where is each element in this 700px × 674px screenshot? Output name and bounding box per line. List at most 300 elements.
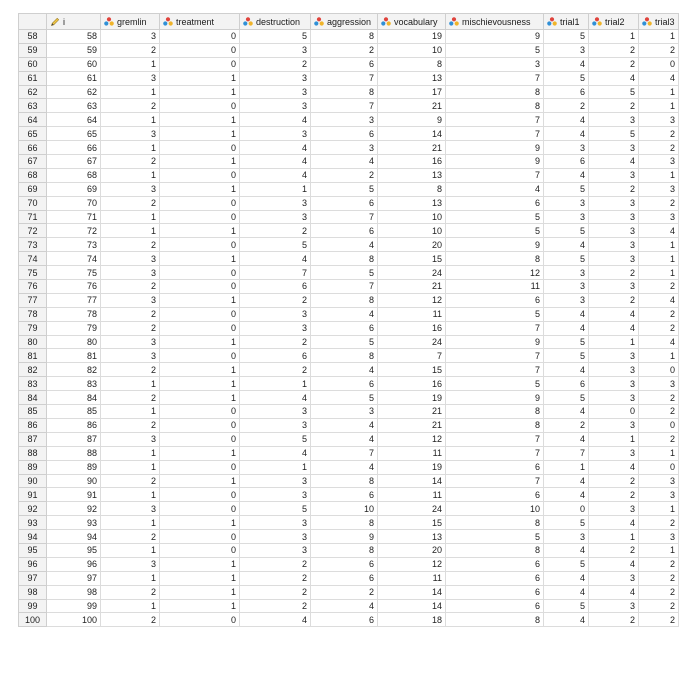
data-cell[interactable]: 1: [160, 71, 240, 85]
row-number[interactable]: 76: [19, 280, 47, 294]
data-cell[interactable]: 4: [544, 613, 589, 627]
data-cell[interactable]: 11: [378, 307, 446, 321]
data-cell[interactable]: 100: [47, 613, 101, 627]
data-cell[interactable]: 5: [544, 516, 589, 530]
data-cell[interactable]: 10: [378, 210, 446, 224]
row-number[interactable]: 94: [19, 530, 47, 544]
data-cell[interactable]: 3: [446, 57, 544, 71]
data-cell[interactable]: 3: [589, 363, 639, 377]
data-cell[interactable]: 3: [240, 43, 311, 57]
row-number[interactable]: 84: [19, 391, 47, 405]
data-cell[interactable]: 0: [160, 488, 240, 502]
data-cell[interactable]: 6: [446, 585, 544, 599]
data-cell[interactable]: 6: [311, 196, 378, 210]
row-number[interactable]: 64: [19, 113, 47, 127]
data-cell[interactable]: 59: [47, 43, 101, 57]
column-header-trial2[interactable]: [589, 14, 639, 30]
data-cell[interactable]: 2: [240, 335, 311, 349]
data-cell[interactable]: 4: [311, 155, 378, 169]
data-cell[interactable]: 6: [311, 57, 378, 71]
data-cell[interactable]: 0: [160, 141, 240, 155]
data-cell[interactable]: 0: [160, 30, 240, 44]
data-cell[interactable]: 8: [446, 418, 544, 432]
data-cell[interactable]: 16: [378, 377, 446, 391]
row-number[interactable]: 90: [19, 474, 47, 488]
data-cell[interactable]: 62: [47, 85, 101, 99]
data-cell[interactable]: 4: [446, 182, 544, 196]
data-cell[interactable]: 3: [544, 210, 589, 224]
data-cell[interactable]: 6: [446, 196, 544, 210]
data-cell[interactable]: 5: [544, 557, 589, 571]
data-cell[interactable]: 1: [639, 85, 679, 99]
data-cell[interactable]: 2: [240, 363, 311, 377]
data-cell[interactable]: 3: [240, 516, 311, 530]
data-cell[interactable]: 2: [544, 418, 589, 432]
data-cell[interactable]: 3: [311, 405, 378, 419]
data-cell[interactable]: 4: [544, 321, 589, 335]
data-cell[interactable]: 24: [378, 335, 446, 349]
data-cell[interactable]: 5: [240, 502, 311, 516]
data-cell[interactable]: 95: [47, 543, 101, 557]
data-cell[interactable]: 1: [639, 543, 679, 557]
data-cell[interactable]: 4: [589, 460, 639, 474]
column-header-aggression[interactable]: [311, 14, 378, 30]
data-cell[interactable]: 16: [378, 321, 446, 335]
data-cell[interactable]: 1: [160, 224, 240, 238]
data-cell[interactable]: 4: [589, 557, 639, 571]
corner-cell[interactable]: [19, 14, 47, 30]
data-cell[interactable]: 75: [47, 266, 101, 280]
row-number[interactable]: 61: [19, 71, 47, 85]
data-cell[interactable]: 7: [240, 266, 311, 280]
data-cell[interactable]: 1: [160, 599, 240, 613]
data-cell[interactable]: 4: [544, 488, 589, 502]
data-cell[interactable]: 17: [378, 85, 446, 99]
data-cell[interactable]: 1: [639, 502, 679, 516]
data-cell[interactable]: 1: [160, 85, 240, 99]
row-number[interactable]: 85: [19, 405, 47, 419]
data-cell[interactable]: 12: [378, 557, 446, 571]
data-cell[interactable]: 9: [446, 141, 544, 155]
data-cell[interactable]: 4: [544, 585, 589, 599]
data-cell[interactable]: 0: [544, 502, 589, 516]
row-number[interactable]: 60: [19, 57, 47, 71]
data-cell[interactable]: 2: [101, 391, 160, 405]
data-cell[interactable]: 2: [311, 43, 378, 57]
data-cell[interactable]: 0: [639, 460, 679, 474]
data-cell[interactable]: 73: [47, 238, 101, 252]
data-cell[interactable]: 98: [47, 585, 101, 599]
data-cell[interactable]: 5: [446, 224, 544, 238]
data-cell[interactable]: 7: [446, 71, 544, 85]
row-number[interactable]: 78: [19, 307, 47, 321]
column-header-gremlin[interactable]: [101, 14, 160, 30]
data-cell[interactable]: 3: [589, 502, 639, 516]
data-cell[interactable]: 4: [589, 155, 639, 169]
data-cell[interactable]: 2: [639, 391, 679, 405]
data-cell[interactable]: 4: [589, 71, 639, 85]
data-cell[interactable]: 1: [160, 155, 240, 169]
data-cell[interactable]: 5: [311, 266, 378, 280]
row-number[interactable]: 63: [19, 99, 47, 113]
data-cell[interactable]: 1: [160, 377, 240, 391]
data-cell[interactable]: 2: [311, 168, 378, 182]
data-cell[interactable]: 2: [639, 307, 679, 321]
row-number[interactable]: 93: [19, 516, 47, 530]
data-cell[interactable]: 0: [639, 418, 679, 432]
data-cell[interactable]: 12: [446, 266, 544, 280]
data-cell[interactable]: 7: [446, 363, 544, 377]
row-number[interactable]: 96: [19, 557, 47, 571]
data-cell[interactable]: 14: [378, 585, 446, 599]
data-cell[interactable]: 21: [378, 280, 446, 294]
data-cell[interactable]: 60: [47, 57, 101, 71]
data-cell[interactable]: 4: [639, 293, 679, 307]
data-cell[interactable]: 0: [639, 57, 679, 71]
data-cell[interactable]: 2: [101, 474, 160, 488]
row-number[interactable]: 92: [19, 502, 47, 516]
data-cell[interactable]: 66: [47, 141, 101, 155]
data-cell[interactable]: 4: [240, 613, 311, 627]
data-cell[interactable]: 2: [639, 432, 679, 446]
data-cell[interactable]: 2: [639, 141, 679, 155]
data-cell[interactable]: 8: [446, 85, 544, 99]
data-cell[interactable]: 2: [101, 530, 160, 544]
data-cell[interactable]: 5: [311, 182, 378, 196]
data-cell[interactable]: 8: [446, 613, 544, 627]
data-cell[interactable]: 2: [639, 599, 679, 613]
data-cell[interactable]: 3: [544, 141, 589, 155]
data-cell[interactable]: 20: [378, 543, 446, 557]
data-cell[interactable]: 0: [160, 168, 240, 182]
data-cell[interactable]: 1: [160, 391, 240, 405]
data-cell[interactable]: 6: [311, 321, 378, 335]
data-cell[interactable]: 78: [47, 307, 101, 321]
data-cell[interactable]: 0: [160, 210, 240, 224]
data-cell[interactable]: 0: [160, 530, 240, 544]
data-cell[interactable]: 13: [378, 168, 446, 182]
data-cell[interactable]: 5: [446, 43, 544, 57]
data-cell[interactable]: 21: [378, 99, 446, 113]
row-number[interactable]: 74: [19, 252, 47, 266]
data-cell[interactable]: 4: [544, 307, 589, 321]
data-cell[interactable]: 1: [589, 530, 639, 544]
data-cell[interactable]: 11: [378, 571, 446, 585]
data-cell[interactable]: 7: [311, 71, 378, 85]
data-cell[interactable]: 2: [101, 238, 160, 252]
data-cell[interactable]: 2: [240, 599, 311, 613]
data-cell[interactable]: 3: [589, 377, 639, 391]
row-number[interactable]: 70: [19, 196, 47, 210]
data-cell[interactable]: 16: [378, 155, 446, 169]
data-cell[interactable]: 84: [47, 391, 101, 405]
data-cell[interactable]: 4: [311, 460, 378, 474]
data-cell[interactable]: 5: [544, 335, 589, 349]
data-cell[interactable]: 7: [311, 446, 378, 460]
data-cell[interactable]: 4: [544, 363, 589, 377]
row-number[interactable]: 80: [19, 335, 47, 349]
data-cell[interactable]: 3: [589, 391, 639, 405]
data-cell[interactable]: 14: [378, 599, 446, 613]
data-cell[interactable]: 1: [101, 141, 160, 155]
data-cell[interactable]: 3: [589, 210, 639, 224]
row-number[interactable]: 65: [19, 127, 47, 141]
data-cell[interactable]: 69: [47, 182, 101, 196]
data-cell[interactable]: 8: [446, 252, 544, 266]
data-cell[interactable]: 3: [589, 224, 639, 238]
data-cell[interactable]: 3: [589, 196, 639, 210]
data-cell[interactable]: 2: [639, 613, 679, 627]
data-cell[interactable]: 8: [311, 85, 378, 99]
data-cell[interactable]: 2: [639, 571, 679, 585]
data-cell[interactable]: 3: [639, 474, 679, 488]
data-cell[interactable]: 2: [240, 557, 311, 571]
data-cell[interactable]: 24: [378, 502, 446, 516]
data-cell[interactable]: 2: [240, 585, 311, 599]
data-cell[interactable]: 0: [160, 280, 240, 294]
data-cell[interactable]: 8: [446, 543, 544, 557]
data-cell[interactable]: 5: [589, 85, 639, 99]
data-cell[interactable]: 1: [101, 113, 160, 127]
data-cell[interactable]: 2: [101, 196, 160, 210]
data-cell[interactable]: 2: [639, 516, 679, 530]
data-cell[interactable]: 0: [160, 99, 240, 113]
data-cell[interactable]: 2: [101, 43, 160, 57]
data-cell[interactable]: 7: [446, 168, 544, 182]
data-cell[interactable]: 8: [446, 405, 544, 419]
data-cell[interactable]: 1: [639, 349, 679, 363]
data-cell[interactable]: 6: [446, 599, 544, 613]
data-cell[interactable]: 4: [544, 571, 589, 585]
column-header-i[interactable]: [47, 14, 101, 30]
data-cell[interactable]: 3: [639, 155, 679, 169]
data-cell[interactable]: 1: [160, 113, 240, 127]
data-cell[interactable]: 2: [589, 613, 639, 627]
data-cell[interactable]: 3: [544, 266, 589, 280]
data-cell[interactable]: 6: [544, 377, 589, 391]
data-cell[interactable]: 3: [240, 307, 311, 321]
data-cell[interactable]: 8: [311, 30, 378, 44]
data-cell[interactable]: 6: [446, 460, 544, 474]
data-cell[interactable]: 5: [544, 182, 589, 196]
data-cell[interactable]: 8: [311, 516, 378, 530]
data-cell[interactable]: 5: [240, 432, 311, 446]
data-cell[interactable]: 6: [544, 155, 589, 169]
data-cell[interactable]: 3: [240, 85, 311, 99]
data-cell[interactable]: 9: [378, 113, 446, 127]
data-cell[interactable]: 3: [311, 113, 378, 127]
data-cell[interactable]: 13: [378, 71, 446, 85]
data-cell[interactable]: 4: [240, 446, 311, 460]
data-cell[interactable]: 9: [446, 391, 544, 405]
data-cell[interactable]: 7: [446, 321, 544, 335]
data-cell[interactable]: 6: [311, 571, 378, 585]
data-cell[interactable]: 82: [47, 363, 101, 377]
data-cell[interactable]: 7: [446, 127, 544, 141]
data-cell[interactable]: 63: [47, 99, 101, 113]
row-number[interactable]: 72: [19, 224, 47, 238]
data-cell[interactable]: 4: [544, 474, 589, 488]
data-cell[interactable]: 2: [101, 280, 160, 294]
data-cell[interactable]: 5: [544, 349, 589, 363]
data-cell[interactable]: 3: [240, 405, 311, 419]
data-cell[interactable]: 6: [311, 613, 378, 627]
data-cell[interactable]: 9: [446, 155, 544, 169]
data-cell[interactable]: 4: [311, 307, 378, 321]
column-header-destruction[interactable]: [240, 14, 311, 30]
data-cell[interactable]: 5: [589, 127, 639, 141]
data-cell[interactable]: 5: [240, 238, 311, 252]
data-cell[interactable]: 1: [101, 488, 160, 502]
data-cell[interactable]: 13: [378, 530, 446, 544]
data-cell[interactable]: 4: [544, 238, 589, 252]
data-cell[interactable]: 1: [160, 585, 240, 599]
data-cell[interactable]: 0: [160, 307, 240, 321]
data-cell[interactable]: 4: [589, 321, 639, 335]
data-cell[interactable]: 3: [589, 280, 639, 294]
data-cell[interactable]: 2: [639, 280, 679, 294]
row-number[interactable]: 75: [19, 266, 47, 280]
data-cell[interactable]: 2: [101, 307, 160, 321]
data-cell[interactable]: 7: [446, 349, 544, 363]
data-cell[interactable]: 2: [589, 43, 639, 57]
data-cell[interactable]: 1: [240, 182, 311, 196]
data-cell[interactable]: 4: [311, 363, 378, 377]
data-cell[interactable]: 91: [47, 488, 101, 502]
data-cell[interactable]: 3: [240, 543, 311, 557]
data-cell[interactable]: 3: [544, 43, 589, 57]
data-cell[interactable]: 4: [639, 335, 679, 349]
row-number[interactable]: 88: [19, 446, 47, 460]
data-cell[interactable]: 8: [311, 349, 378, 363]
data-cell[interactable]: 2: [101, 155, 160, 169]
data-cell[interactable]: 1: [639, 446, 679, 460]
data-cell[interactable]: 3: [589, 446, 639, 460]
data-cell[interactable]: 77: [47, 293, 101, 307]
data-cell[interactable]: 3: [101, 71, 160, 85]
data-cell[interactable]: 1: [639, 30, 679, 44]
data-cell[interactable]: 1: [101, 516, 160, 530]
data-cell[interactable]: 1: [101, 168, 160, 182]
data-cell[interactable]: 0: [160, 266, 240, 280]
data-cell[interactable]: 6: [446, 571, 544, 585]
data-cell[interactable]: 2: [240, 57, 311, 71]
data-cell[interactable]: 5: [311, 391, 378, 405]
data-cell[interactable]: 3: [589, 599, 639, 613]
data-cell[interactable]: 2: [589, 266, 639, 280]
row-number[interactable]: 87: [19, 432, 47, 446]
data-cell[interactable]: 8: [311, 474, 378, 488]
data-cell[interactable]: 8: [446, 99, 544, 113]
row-number[interactable]: 82: [19, 363, 47, 377]
data-cell[interactable]: 85: [47, 405, 101, 419]
data-cell[interactable]: 10: [378, 224, 446, 238]
data-cell[interactable]: 1: [160, 516, 240, 530]
data-cell[interactable]: 3: [240, 474, 311, 488]
data-cell[interactable]: 86: [47, 418, 101, 432]
data-cell[interactable]: 72: [47, 224, 101, 238]
data-cell[interactable]: 3: [101, 557, 160, 571]
row-number[interactable]: 99: [19, 599, 47, 613]
data-cell[interactable]: 83: [47, 377, 101, 391]
data-cell[interactable]: 2: [240, 224, 311, 238]
data-cell[interactable]: 10: [378, 43, 446, 57]
data-cell[interactable]: 5: [544, 30, 589, 44]
data-cell[interactable]: 0: [160, 57, 240, 71]
data-cell[interactable]: 2: [240, 571, 311, 585]
data-cell[interactable]: 4: [311, 418, 378, 432]
data-cell[interactable]: 8: [311, 543, 378, 557]
data-cell[interactable]: 3: [589, 349, 639, 363]
data-cell[interactable]: 1: [101, 57, 160, 71]
data-cell[interactable]: 20: [378, 238, 446, 252]
data-cell[interactable]: 3: [101, 182, 160, 196]
data-cell[interactable]: 2: [101, 613, 160, 627]
data-cell[interactable]: 4: [639, 71, 679, 85]
data-cell[interactable]: 0: [160, 238, 240, 252]
data-cell[interactable]: 6: [446, 293, 544, 307]
row-number[interactable]: 81: [19, 349, 47, 363]
data-cell[interactable]: 3: [544, 293, 589, 307]
data-cell[interactable]: 3: [589, 168, 639, 182]
data-cell[interactable]: 2: [589, 543, 639, 557]
data-cell[interactable]: 1: [639, 252, 679, 266]
data-cell[interactable]: 18: [378, 613, 446, 627]
data-cell[interactable]: 12: [378, 432, 446, 446]
data-cell[interactable]: 0: [160, 543, 240, 557]
data-cell[interactable]: 5: [240, 30, 311, 44]
data-cell[interactable]: 3: [639, 377, 679, 391]
data-cell[interactable]: 4: [311, 432, 378, 446]
data-cell[interactable]: 1: [160, 474, 240, 488]
data-cell[interactable]: 7: [378, 349, 446, 363]
data-cell[interactable]: 2: [589, 99, 639, 113]
data-cell[interactable]: 8: [446, 516, 544, 530]
data-cell[interactable]: 2: [639, 585, 679, 599]
data-cell[interactable]: 4: [311, 238, 378, 252]
data-cell[interactable]: 88: [47, 446, 101, 460]
data-cell[interactable]: 80: [47, 335, 101, 349]
data-cell[interactable]: 3: [240, 127, 311, 141]
data-cell[interactable]: 15: [378, 363, 446, 377]
column-header-treatment[interactable]: [160, 14, 240, 30]
data-cell[interactable]: 1: [639, 238, 679, 252]
row-number[interactable]: 89: [19, 460, 47, 474]
data-cell[interactable]: 1: [160, 557, 240, 571]
data-cell[interactable]: 19: [378, 460, 446, 474]
data-cell[interactable]: 2: [589, 182, 639, 196]
row-number[interactable]: 83: [19, 377, 47, 391]
data-cell[interactable]: 3: [101, 30, 160, 44]
row-number[interactable]: 71: [19, 210, 47, 224]
row-number[interactable]: 67: [19, 155, 47, 169]
data-cell[interactable]: 5: [544, 71, 589, 85]
data-cell[interactable]: 1: [160, 127, 240, 141]
data-cell[interactable]: 3: [240, 488, 311, 502]
data-cell[interactable]: 2: [639, 196, 679, 210]
data-cell[interactable]: 3: [311, 141, 378, 155]
data-cell[interactable]: 1: [589, 432, 639, 446]
data-cell[interactable]: 15: [378, 252, 446, 266]
data-cell[interactable]: 2: [639, 321, 679, 335]
data-cell[interactable]: 5: [446, 307, 544, 321]
data-cell[interactable]: 61: [47, 71, 101, 85]
data-cell[interactable]: 4: [544, 168, 589, 182]
data-cell[interactable]: 4: [544, 432, 589, 446]
data-cell[interactable]: 1: [639, 266, 679, 280]
data-cell[interactable]: 1: [160, 335, 240, 349]
data-cell[interactable]: 1: [639, 168, 679, 182]
